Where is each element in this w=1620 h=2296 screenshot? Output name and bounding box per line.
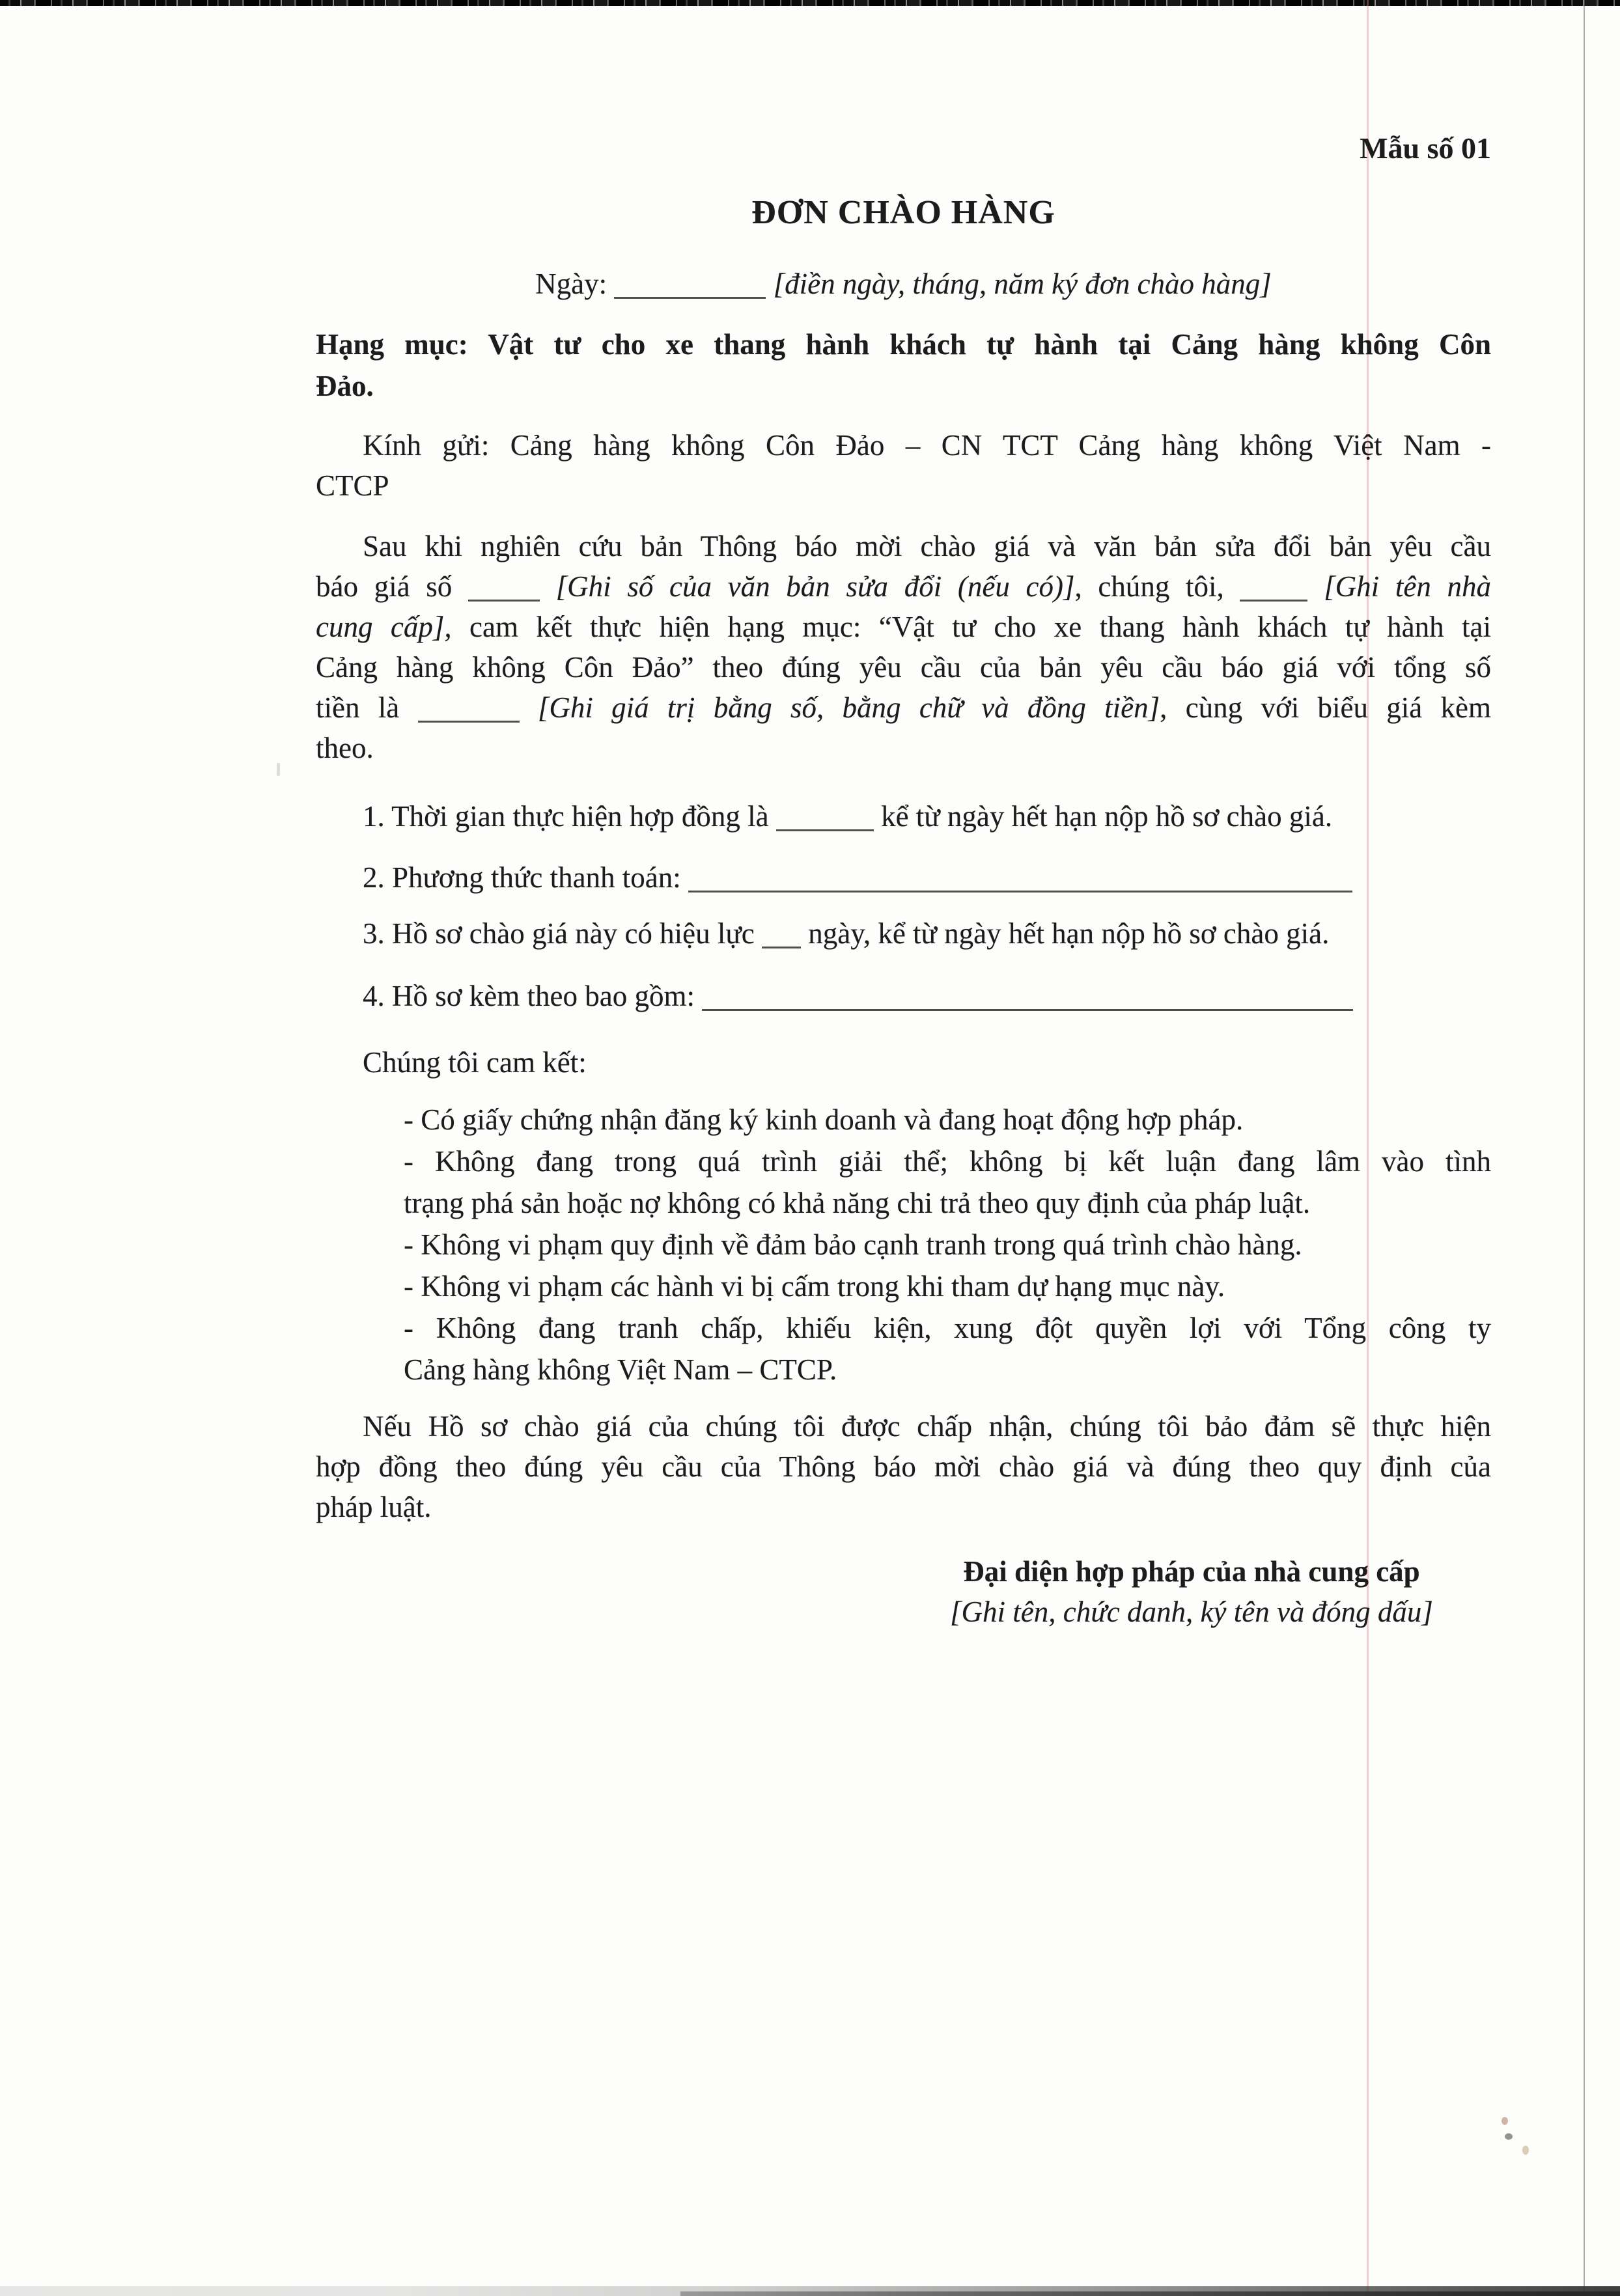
- salutation: [316, 425, 1491, 506]
- scan-speck: [277, 763, 280, 776]
- scan-fold-line-gray: [1584, 0, 1585, 2296]
- intro-line-3: [316, 607, 1491, 647]
- intro-line-2: [316, 566, 1491, 607]
- subject-line-2: Đảo.: [316, 370, 374, 402]
- date-hint: [điền ngày, tháng, năm ký đơn chào hàng]: [773, 268, 1272, 300]
- validity-days-blank: [762, 927, 801, 948]
- closing-line-3: pháp luật.: [316, 1491, 432, 1523]
- item-3-text-a: 3. Hồ sơ chào giá này có hiệu lực: [363, 917, 755, 950]
- intro-line-5-text-a: tiền là: [316, 691, 400, 724]
- scan-speck: [1505, 2133, 1513, 2140]
- salutation-line-2: CTCP: [316, 469, 389, 502]
- numbered-item-4: [316, 976, 1491, 1016]
- date-label: Ngày:: [535, 268, 608, 300]
- subject-heading: [316, 324, 1491, 407]
- intro-line-2-text-b: , chúng tôi,: [1074, 570, 1224, 603]
- contract-duration-blank: [776, 810, 874, 831]
- intro-line-2-hint: [Ghi số của văn bản sửa đổi (nếu có)]: [555, 570, 1075, 603]
- commitment-item-5-line-1: - Không đang tranh chấp, khiếu kiện, xung đột quyền lợi với Tổng công ty: [404, 1312, 1491, 1344]
- intro-line-5-hint: [Ghi giá trị bằng số, bằng chữ và đồng tiền]: [537, 691, 1160, 724]
- item-1-text-a: 1. Thời gian thực hiện hợp đồng là: [363, 800, 769, 833]
- closing-line-1: Nếu Hồ sơ chào giá của chúng tôi được chấp nhận, chúng tôi bảo đảm sẽ thực hiện: [363, 1410, 1491, 1443]
- subject-line-1: Hạng mục: Vật tư cho xe thang hành khách tự hành tại Cảng hàng không Côn: [316, 328, 1491, 361]
- closing-line-2: hợp đồng theo đúng yêu cầu của Thông báo mời chào giá và đúng theo quy định của: [316, 1450, 1491, 1483]
- item-2-text: 2. Phương thức thanh toán:: [363, 861, 681, 894]
- intro-line-5: [316, 687, 1491, 728]
- commitment-list: [404, 1099, 1491, 1390]
- commitment-item-3: - Không vi phạm quy định về đảm bảo cạnh tranh trong quá trình chào hàng.: [404, 1228, 1302, 1261]
- scan-noise-strip-bottom: [0, 2286, 1620, 2296]
- total-amount-blank: [418, 701, 520, 723]
- numbered-item-3: [316, 913, 1491, 954]
- payment-method-blank: [688, 871, 1352, 892]
- intro-line-2-text-a: báo giá số: [316, 570, 453, 603]
- intro-paragraph: [316, 526, 1491, 768]
- intro-line-2-hint-b: [Ghi tên nhà: [1324, 570, 1491, 603]
- intro-line-3-text: cam kết thực hiện hạng mục: “Vật tư cho xe thang hành khách tự hành tại: [469, 611, 1491, 643]
- commitment-heading: Chúng tôi cam kết:: [363, 1046, 587, 1079]
- attached-documents-blank: [702, 989, 1353, 1011]
- quotation-number-blank: [468, 580, 540, 602]
- document-body: [316, 0, 1491, 1632]
- scan-speck: [1522, 2146, 1529, 2155]
- intro-line-3-hint: cung cấp],: [316, 611, 452, 643]
- item-1-text-b: kể từ ngày hết hạn nộp hồ sơ chào giá.: [881, 800, 1333, 833]
- intro-line-5-text-b: , cùng với biểu giá kèm: [1160, 691, 1492, 724]
- date-blank-field: [614, 277, 766, 299]
- form-number: Mẫu số 01: [1360, 131, 1491, 165]
- salutation-line-1: Kính gửi: Cảng hàng không Côn Đảo – CN TCT Cảng hàng không Việt Nam -: [363, 429, 1491, 462]
- intro-line-1: Sau khi nghiên cứu bản Thông báo mời chào giá và văn bản sửa đổi bản yêu cầu: [363, 530, 1491, 562]
- closing-paragraph: [316, 1406, 1491, 1527]
- signature-hint: [Ghi tên, chức danh, ký tên và đóng dấu]: [950, 1596, 1433, 1628]
- commitment-item-2-line-2: trạng phá sản hoặc nợ không có khả năng chi trả theo quy định của pháp luật.: [404, 1187, 1311, 1219]
- commitment-item-4: - Không vi phạm các hành vi bị cấm trong khi tham dự hạng mục này.: [404, 1270, 1225, 1303]
- commitment-item-5-line-2: Cảng hàng không Việt Nam – CTCP.: [404, 1353, 837, 1386]
- commitment-item-1: - Có giấy chứng nhận đăng ký kinh doanh và đang hoạt động hợp pháp.: [404, 1103, 1244, 1136]
- signature-block: [905, 1551, 1478, 1632]
- document-title: ĐƠN CHÀO HÀNG: [751, 194, 1055, 231]
- item-3-text-b: ngày, kể từ ngày hết hạn nộp hồ sơ chào giá.: [808, 917, 1330, 950]
- signature-title: Đại diện hợp pháp của nhà cung cấp: [963, 1555, 1420, 1588]
- scan-speck: [1501, 2117, 1508, 2125]
- date-line: [316, 264, 1491, 304]
- numbered-item-1: [316, 796, 1491, 837]
- intro-line-4: Cảng hàng không Côn Đảo” theo đúng yêu cầu của bản yêu cầu báo giá với tổng số: [316, 651, 1491, 684]
- commitment-item-2-line-1: - Không đang trong quá trình giải thể; không bị kết luận đang lâm vào tình: [404, 1145, 1491, 1178]
- item-4-text: 4. Hồ sơ kèm theo bao gồm:: [363, 980, 695, 1012]
- supplier-name-blank: [1240, 580, 1307, 602]
- numbered-item-2: [316, 857, 1491, 898]
- intro-line-6: theo.: [316, 732, 374, 764]
